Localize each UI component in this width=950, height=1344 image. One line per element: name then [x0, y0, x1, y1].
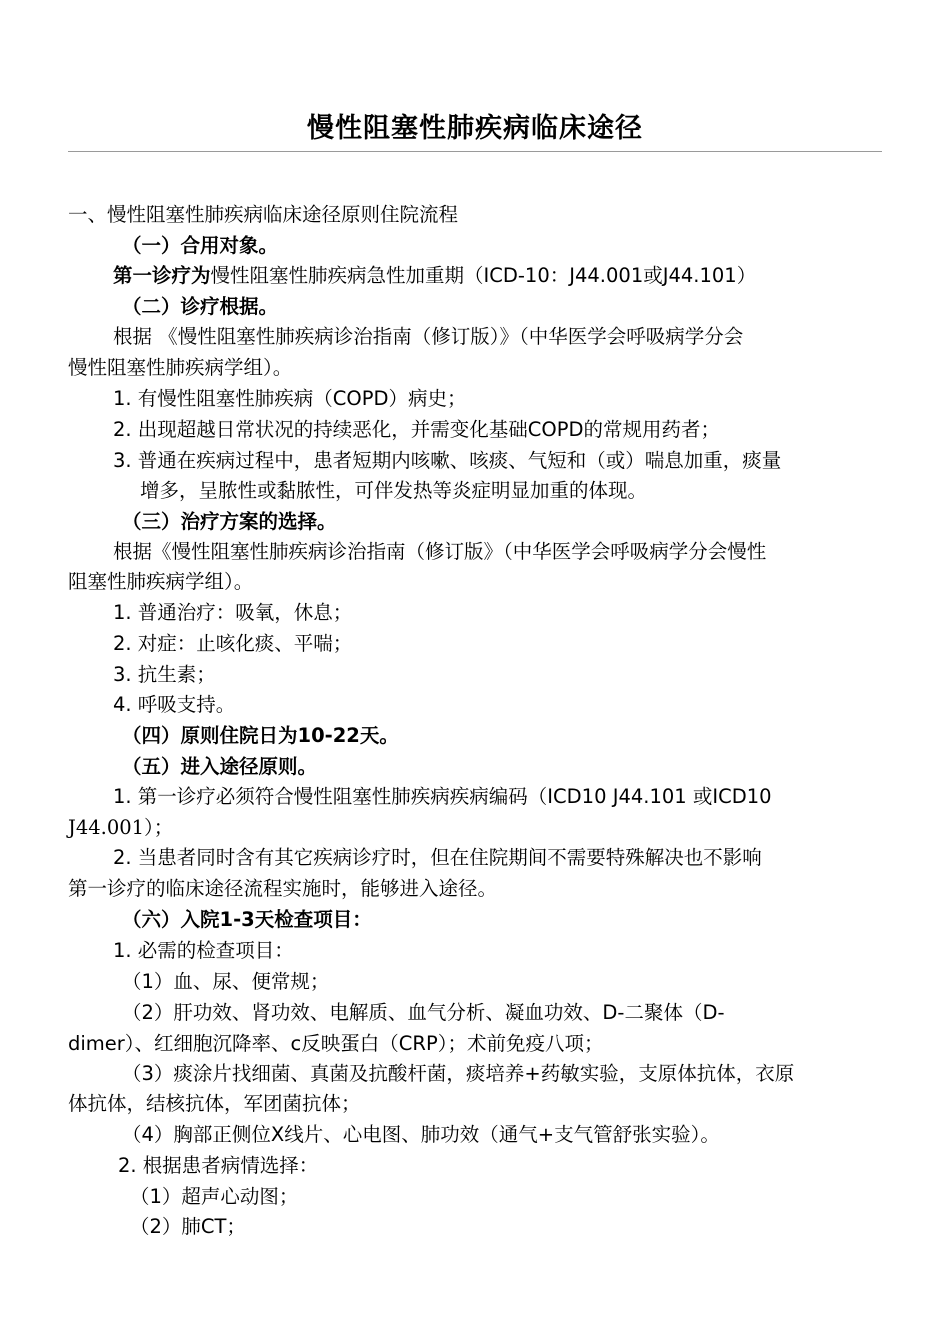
section-heading: 一、慢性阻塞性肺疾病临床途径原则住院流程 [68, 203, 459, 226]
list-item-continuation: dimer）、红细胞沉降率、c反映蛋白（CRP）；术前免疫八项； [68, 1032, 604, 1055]
inline-text: 慢性阻塞性肺疾病急性加重期（ICD-10：J44.001或J44.101） [210, 264, 757, 287]
list-item-continuation: 体抗体，结核抗体，军团菌抗体； [68, 1092, 361, 1115]
title-divider [68, 151, 882, 152]
paragraph-line: 阻塞性肺疾病学组）。 [68, 570, 254, 593]
paragraph-line: 慢性阻塞性肺疾病学组）。 [68, 356, 293, 379]
list-item-continuation: J44.001）； [68, 816, 174, 839]
list-item: 2. 出现超越日常状况的持续恶化，并需变化基础COPD的常规用药者； [113, 418, 721, 441]
list-item: （1）血、尿、便常规； [122, 970, 330, 993]
list-item: 3. 抗生素； [113, 663, 216, 686]
list-item: 2. 对症：止咳化痰、平喘； [113, 632, 353, 655]
list-item: 3. 普通在疾病过程中，患者短期内咳嗽、咳痰、气短和（或）喘息加重，痰量 [113, 449, 782, 472]
paragraph-line: 根据 《慢性阻塞性肺疾病诊治指南（修订版）》（中华医学会呼吸病学分会 [113, 325, 744, 348]
list-item: （2）肝功效、肾功效、电解质、血气分析、凝血功效、D-二聚体（D- [122, 1001, 725, 1024]
page-title: 慢性阻塞性肺疾病临床途径 [307, 113, 643, 144]
list-item: （3）痰涂片找细菌、真菌及抗酸杆菌，痰培养+药敏实验，支原体抗体，衣原 [122, 1062, 795, 1085]
subsection-heading: （三）治疗方案的选择。 [122, 510, 337, 533]
list-item: 2. 根据患者病情选择： [118, 1154, 319, 1177]
list-item: 1. 有慢性阻塞性肺疾病（COPD）病史； [113, 387, 467, 410]
list-item: 1. 普通治疗：吸氧，休息； [113, 601, 353, 624]
subsection-heading: （五）进入途径原则。 [122, 755, 318, 778]
paragraph-line: 根据《慢性阻塞性肺疾病诊治指南（修订版》（中华医学会呼吸病学分会慢性 [113, 540, 767, 563]
subsection-heading: （六）入院1-3天检查项目： [122, 908, 372, 931]
inline-bold-label: 第一诊疗为 [113, 264, 211, 287]
subsection-heading: （一）合用对象。 [122, 234, 279, 257]
subsection-heading: （四）原则住院日为10-22天。 [122, 724, 399, 747]
list-item-continuation: 增多，呈脓性或黏脓性，可伴发热等炎症明显加重的体现。 [140, 479, 648, 502]
paragraph-line [113, 261, 756, 291]
list-item: （1）超声心动图； [130, 1185, 299, 1208]
subsection-heading: （二）诊疗根据。 [122, 295, 279, 318]
list-item: 2. 当患者同时含有其它疾病诊疗时，但在住院期间不需要特殊解决也不影响 [113, 846, 762, 869]
list-item: 4. 呼吸支持。 [113, 693, 236, 716]
list-item: （4）胸部正侧位X线片、心电图、肺功效（通气+支气管舒张实验）。 [122, 1123, 720, 1146]
list-item: 1. 第一诊疗必须符合慢性阻塞性肺疾病疾病编码（ICD10 J44.101 或ICD10 [113, 785, 772, 808]
list-item: （2）肺CT； [130, 1215, 246, 1238]
list-item-continuation: 第一诊疗的临床途径流程实施时，能够进入途径。 [68, 877, 498, 900]
list-item: 1. 必需的检查项目： [113, 939, 294, 962]
